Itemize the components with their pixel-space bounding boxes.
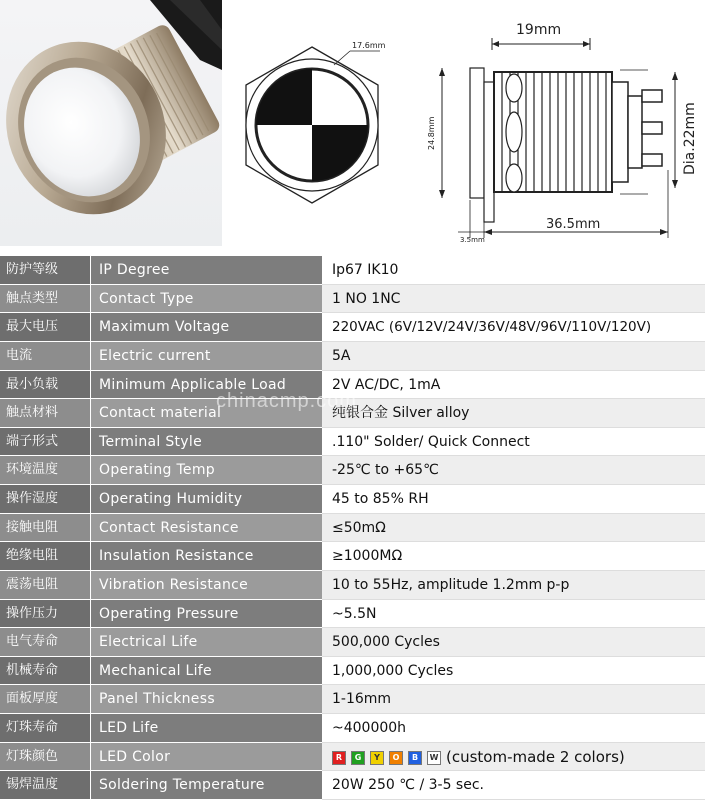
table-row: [0, 485, 705, 514]
spec-label-en: LED Life: [90, 714, 322, 743]
spec-label-cn: 电流: [0, 342, 90, 371]
product-photo: [0, 0, 222, 246]
led-color-swatch: R: [332, 751, 346, 765]
diameter-label: Dia.22mm: [682, 102, 698, 175]
spec-value: .110" Solder/ Quick Connect: [322, 428, 705, 457]
spec-value: Ip67 IK10: [322, 256, 705, 285]
spec-label-en: Electric current: [90, 342, 322, 371]
spec-value: 1 NO 1NC: [322, 285, 705, 314]
table-row: [0, 399, 705, 428]
spec-label-en: Operating Temp: [90, 456, 322, 485]
table-row: [0, 514, 705, 543]
length-label: 36.5mm: [546, 217, 601, 232]
spec-value: 220VAC (6V/12V/24V/36V/48V/96V/110V/120V): [322, 313, 705, 342]
spec-label-cn: 接触电阻: [0, 514, 90, 543]
spec-label-cn: 操作压力: [0, 600, 90, 629]
spec-label-cn: 绝缘电阻: [0, 542, 90, 571]
table-row: [0, 600, 705, 629]
table-row: [0, 342, 705, 371]
spec-label-en: Contact Type: [90, 285, 322, 314]
spec-value: 20W 250 ℃ / 3-5 sec.: [322, 771, 705, 800]
spec-value: [322, 743, 705, 772]
spec-value: ~5.5N: [322, 600, 705, 629]
spec-value: ~400000h: [322, 714, 705, 743]
spec-label-cn: 面板厚度: [0, 685, 90, 714]
led-color-swatch: G: [351, 751, 365, 765]
table-row: [0, 628, 705, 657]
spec-label-en: Panel Thickness: [90, 685, 322, 714]
product-drawings: [0, 0, 705, 256]
spec-value: 1-16mm: [322, 685, 705, 714]
led-color-swatch: O: [389, 751, 403, 765]
spec-label-en: Insulation Resistance: [90, 542, 322, 571]
spec-label-cn: 电气寿命: [0, 628, 90, 657]
table-row: [0, 714, 705, 743]
spec-label-en: LED Color: [90, 743, 322, 772]
spec-label-en: Contact material: [90, 399, 322, 428]
spec-label-cn: 操作湿度: [0, 485, 90, 514]
spec-label-en: IP Degree: [90, 256, 322, 285]
spec-label-cn: 机械寿命: [0, 657, 90, 686]
spec-value: 纯银合金 Silver alloy: [322, 399, 705, 428]
led-color-note: (custom-made 2 colors): [446, 747, 625, 766]
spec-value: ≥1000MΩ: [322, 542, 705, 571]
table-row: [0, 571, 705, 600]
spec-label-en: Mechanical Life: [90, 657, 322, 686]
spec-value: 45 to 85% RH: [322, 485, 705, 514]
front-view-drawing: [232, 35, 392, 225]
table-row: [0, 456, 705, 485]
led-color-swatch: Y: [370, 751, 384, 765]
spec-label-en: Electrical Life: [90, 628, 322, 657]
spec-label-cn: 最小负载: [0, 371, 90, 400]
spec-label-en: Soldering Temperature: [90, 771, 322, 800]
spec-label-en: Vibration Resistance: [90, 571, 322, 600]
spec-label-cn: 防护等级: [0, 256, 90, 285]
spec-value: -25℃ to +65℃: [322, 456, 705, 485]
side-view-drawing: [420, 10, 705, 245]
spec-value: 1,000,000 Cycles: [322, 657, 705, 686]
spec-label-en: Contact Resistance: [90, 514, 322, 543]
spec-label-cn: 锡焊温度: [0, 771, 90, 800]
spec-label-en: Maximum Voltage: [90, 313, 322, 342]
hex-width-label: 17.6mm: [352, 41, 386, 50]
spec-label-cn: 触点材料: [0, 399, 90, 428]
watermark: chinacmp.com: [216, 390, 357, 412]
table-row: [0, 743, 705, 772]
spec-label-cn: 环境温度: [0, 456, 90, 485]
table-row: [0, 685, 705, 714]
table-row: [0, 657, 705, 686]
spec-label-en: Minimum Applicable Load: [90, 371, 322, 400]
spec-label-en: Operating Pressure: [90, 600, 322, 629]
led-color-swatch: W: [427, 751, 441, 765]
spec-label-en: Terminal Style: [90, 428, 322, 457]
spec-value: 500,000 Cycles: [322, 628, 705, 657]
spec-label-cn: 灯珠寿命: [0, 714, 90, 743]
table-row: [0, 285, 705, 314]
height-label: 24.8mm: [427, 116, 436, 150]
spec-table: [0, 256, 705, 800]
spec-label-cn: 最大电压: [0, 313, 90, 342]
led-color-swatch: B: [408, 751, 422, 765]
spec-label-en: Operating Humidity: [90, 485, 322, 514]
width-top-label: 19mm: [516, 22, 562, 38]
table-row: [0, 428, 705, 457]
spec-label-cn: 端子形式: [0, 428, 90, 457]
spec-label-cn: 震荡电阻: [0, 571, 90, 600]
table-row: [0, 313, 705, 342]
spec-value: 2V AC/DC, 1mA: [322, 371, 705, 400]
spec-value: ≤50mΩ: [322, 514, 705, 543]
table-row: [0, 542, 705, 571]
spec-label-cn: 灯珠颜色: [0, 743, 90, 772]
spec-label-cn: 触点类型: [0, 285, 90, 314]
flange-label: 3.5mm: [460, 236, 485, 244]
spec-value: 5A: [322, 342, 705, 371]
spec-value: 10 to 55Hz, amplitude 1.2mm p-p: [322, 571, 705, 600]
table-row: [0, 771, 705, 800]
table-row: [0, 256, 705, 285]
table-row: [0, 371, 705, 400]
